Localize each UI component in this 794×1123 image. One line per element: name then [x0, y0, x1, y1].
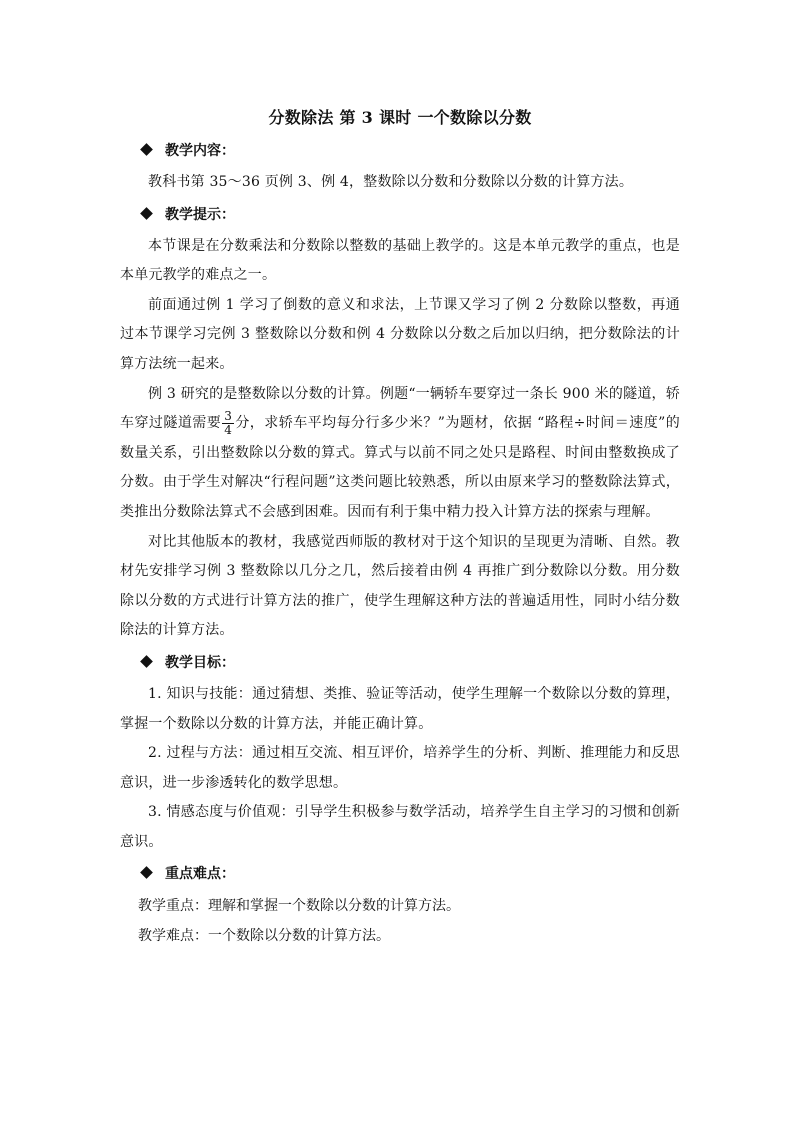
section-heading-content: [120, 138, 680, 164]
diamond-bullet-icon: [140, 867, 153, 880]
heading-text: 教学目标：: [165, 654, 235, 671]
page-title: 分数除法 第 3 课时 一个数除以分数: [268, 108, 532, 127]
goal-item-1: 1. 知识与技能：通过猜想、类推、验证等活动，使学生理解一个数除以分数的算理，掌握一个数除以分数的计算方法，并能正确计算。: [120, 685, 680, 732]
goal-item-2: 2. 过程与方法：通过相互交流、相互评价，培养学生的分析、判断、推理能力和反思意识，进一步渗透转化的数学思想。: [120, 745, 680, 791]
diamond-bullet-icon: [140, 207, 153, 220]
goal-item-3: 3. 情感态度与价值观：引导学生积极参与数学活动，培养学生自主学习的习惯和创新意识。: [120, 804, 680, 850]
heading-text: 教学提示：: [165, 206, 235, 223]
tips-paragraph-3: [120, 380, 680, 528]
content-paragraph: 教科书第 35～36 页例 3、例 4，整数除以分数和分数除以分数的计算方法。: [148, 174, 634, 190]
diamond-bullet-icon: [140, 655, 153, 668]
paragraph-text: 分，求轿车平均每分行多少米？”为题材，依据 “路程÷时间＝速度”的数量关系，引出整数除以分数的算式。算式与以前不同之处只是路程、时间由整数换成了分数。由于学生对解决“行程问题”这类问题比较熟悉，所以由原来学习的整数除法算式，类推出分数除法算式不会感到困难。因而有利于集中精力投入计算方法的探索与理解。: [120, 415, 680, 520]
difficulty-line: 教学难点：一个数除以分数的计算方法。: [138, 928, 390, 945]
section-heading-keypoints: [120, 861, 680, 887]
fraction: [222, 410, 234, 437]
diamond-bullet-icon: [140, 143, 153, 156]
tips-paragraph-2: 前面通过例 1 学习了倒数的意义和求法，上节课又学习了例 2 分数除以整数，再通过本节课学习完例 3 整数除以分数和例 4 分数除以分数之后加以归纳，把分数除法的计算方法统一起来。: [120, 296, 680, 372]
heading-text: 重点难点：: [165, 866, 235, 883]
heading-text: 教学内容：: [165, 143, 235, 159]
key-point-line: 教学重点：理解和掌握一个数除以分数的计算方法。: [138, 898, 460, 915]
section-heading-goals: [120, 650, 680, 676]
section-heading-tips: [120, 202, 680, 228]
document-content: [120, 104, 680, 951]
tips-paragraph-4: 对比其他版本的教材，我感觉西师版的教材对于这个知识的呈现更为清晰、自然。教材先安排学习例 3 整数除以几分之几，然后接着由例 4 再推广到分数除以分数。用分数除以分数的方式进行计算方法的推广，使学生理解这种方法的普遍适用性，同时小结分数除法的计算方法。: [120, 533, 680, 639]
tips-paragraph-1: 本节课是在分数乘法和分数除以整数的基础上教学的。这是本单元教学的重点，也是本单元教学的难点之一。: [120, 237, 680, 284]
fraction-denominator: 4: [224, 422, 233, 437]
paragraph-text: 例 3 研究的是整数除以分数的计算。例题“一辆轿车要穿过一条长 900 米的隧道，轿车穿过隧道需要: [120, 385, 680, 432]
fraction-numerator: 3: [224, 408, 233, 423]
